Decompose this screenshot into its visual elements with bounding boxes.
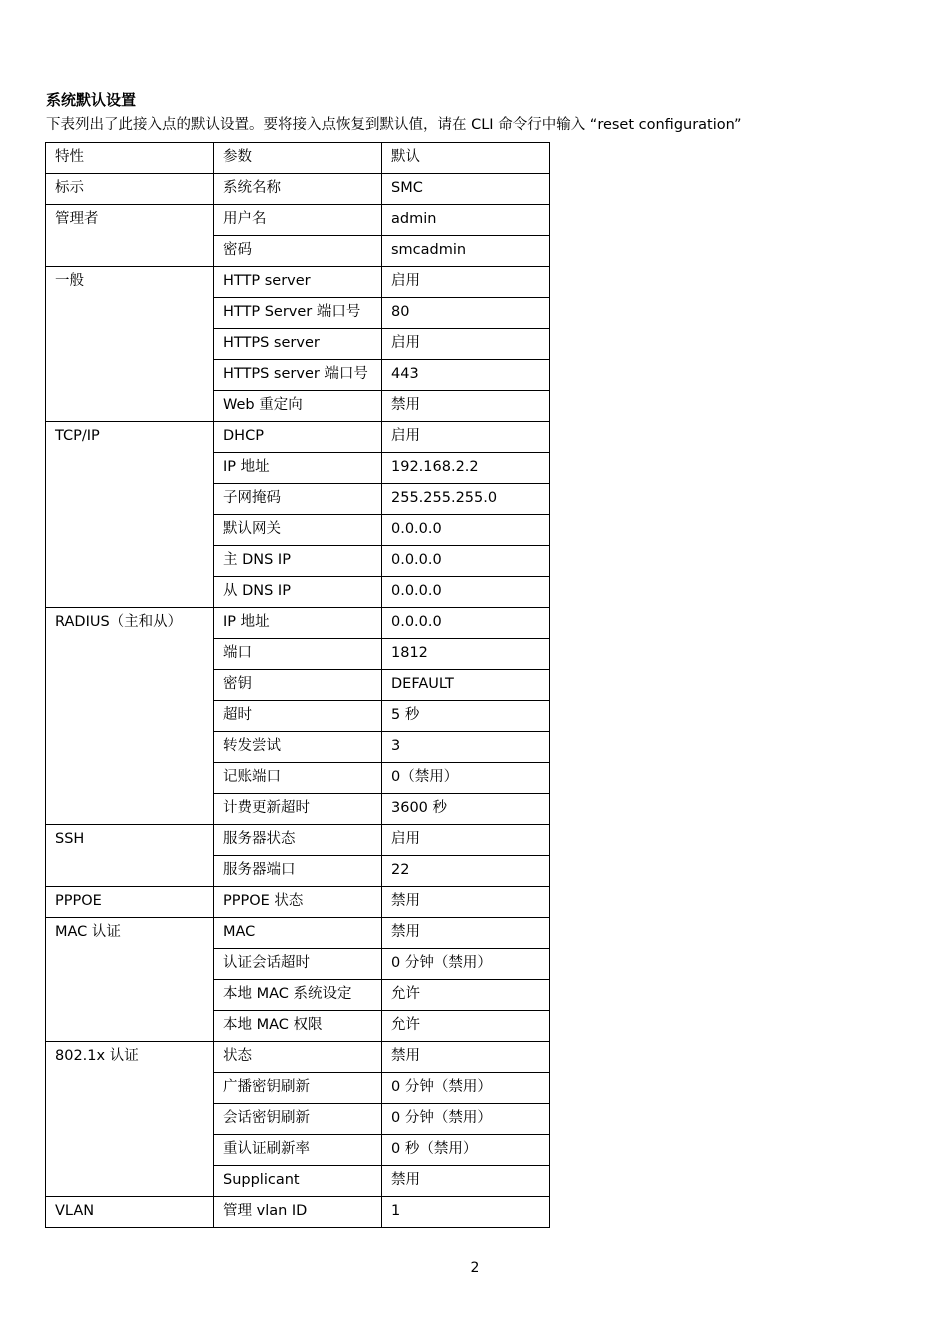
parameter-cell: 主 DNS IP bbox=[214, 546, 382, 577]
default-cell: admin bbox=[382, 205, 550, 236]
parameter-cell: 密码 bbox=[214, 236, 382, 267]
parameter-cell: 记账端口 bbox=[214, 763, 382, 794]
parameter-cell: 会话密钥刷新 bbox=[214, 1104, 382, 1135]
intro-paragraph: 下表列出了此接入点的默认设置。要将接入点恢复到默认值，请在 CLI 命令行中输入 “reset configuration” bbox=[46, 117, 742, 133]
parameter-cell: HTTPS server 端口号 bbox=[214, 360, 382, 391]
parameter-cell: 状态 bbox=[214, 1042, 382, 1073]
feature-cell: PPPOE bbox=[46, 887, 214, 918]
parameter-cell: IP 地址 bbox=[214, 453, 382, 484]
default-cell: 允许 bbox=[382, 980, 550, 1011]
parameter-cell: 本地 MAC 权限 bbox=[214, 1011, 382, 1042]
default-cell: 禁用 bbox=[382, 391, 550, 422]
default-cell: 0 分钟（禁用） bbox=[382, 1073, 550, 1104]
table-row bbox=[46, 1197, 550, 1228]
parameter-cell: Supplicant bbox=[214, 1166, 382, 1197]
default-cell: 0 分钟（禁用） bbox=[382, 1104, 550, 1135]
header-default: 默认 bbox=[382, 143, 550, 174]
default-cell: 0.0.0.0 bbox=[382, 577, 550, 608]
table-header-row bbox=[46, 143, 550, 174]
parameter-cell: 从 DNS IP bbox=[214, 577, 382, 608]
default-cell: SMC bbox=[382, 174, 550, 205]
default-cell: 192.168.2.2 bbox=[382, 453, 550, 484]
default-cell: 3 bbox=[382, 732, 550, 763]
feature-cell: RADIUS（主和从） bbox=[46, 608, 214, 825]
default-settings-table bbox=[45, 142, 550, 1228]
section-heading: 系统默认设置 bbox=[46, 91, 137, 109]
default-cell: 0.0.0.0 bbox=[382, 608, 550, 639]
feature-cell: TCP/IP bbox=[46, 422, 214, 608]
default-cell: smcadmin bbox=[382, 236, 550, 267]
parameter-cell: 管理 vlan ID bbox=[214, 1197, 382, 1228]
parameter-cell: 重认证刷新率 bbox=[214, 1135, 382, 1166]
parameter-cell: MAC bbox=[214, 918, 382, 949]
feature-cell: 一般 bbox=[46, 267, 214, 422]
table-row bbox=[46, 205, 550, 236]
table-row bbox=[46, 267, 550, 298]
header-parameter: 参数 bbox=[214, 143, 382, 174]
default-cell: 22 bbox=[382, 856, 550, 887]
default-cell: 0.0.0.0 bbox=[382, 515, 550, 546]
default-cell: 0 分钟（禁用） bbox=[382, 949, 550, 980]
header-feature: 特性 bbox=[46, 143, 214, 174]
parameter-cell: 计费更新超时 bbox=[214, 794, 382, 825]
default-cell: 255.255.255.0 bbox=[382, 484, 550, 515]
table-row bbox=[46, 887, 550, 918]
default-cell: 0（禁用） bbox=[382, 763, 550, 794]
feature-cell: 管理者 bbox=[46, 205, 214, 267]
default-cell: 启用 bbox=[382, 825, 550, 856]
feature-cell: VLAN bbox=[46, 1197, 214, 1228]
table-row bbox=[46, 1042, 550, 1073]
parameter-cell: 系统名称 bbox=[214, 174, 382, 205]
parameter-cell: HTTPS server bbox=[214, 329, 382, 360]
default-cell: 1 bbox=[382, 1197, 550, 1228]
default-cell: 443 bbox=[382, 360, 550, 391]
parameter-cell: 服务器端口 bbox=[214, 856, 382, 887]
feature-cell: 标示 bbox=[46, 174, 214, 205]
default-cell: 启用 bbox=[382, 267, 550, 298]
default-cell: 禁用 bbox=[382, 1166, 550, 1197]
default-cell: DEFAULT bbox=[382, 670, 550, 701]
default-cell: 启用 bbox=[382, 329, 550, 360]
table-row bbox=[46, 174, 550, 205]
default-cell: 启用 bbox=[382, 422, 550, 453]
parameter-cell: 本地 MAC 系统设定 bbox=[214, 980, 382, 1011]
parameter-cell: 默认网关 bbox=[214, 515, 382, 546]
parameter-cell: 端口 bbox=[214, 639, 382, 670]
feature-cell: 802.1x 认证 bbox=[46, 1042, 214, 1197]
default-cell: 禁用 bbox=[382, 1042, 550, 1073]
feature-cell: MAC 认证 bbox=[46, 918, 214, 1042]
default-cell: 5 秒 bbox=[382, 701, 550, 732]
default-cell: 1812 bbox=[382, 639, 550, 670]
page-number: 2 bbox=[470, 1260, 480, 1276]
default-cell: 80 bbox=[382, 298, 550, 329]
default-cell: 禁用 bbox=[382, 918, 550, 949]
parameter-cell: DHCP bbox=[214, 422, 382, 453]
default-cell: 3600 秒 bbox=[382, 794, 550, 825]
default-cell: 禁用 bbox=[382, 887, 550, 918]
parameter-cell: 用户名 bbox=[214, 205, 382, 236]
parameter-cell: 转发尝试 bbox=[214, 732, 382, 763]
default-cell: 0 秒（禁用） bbox=[382, 1135, 550, 1166]
parameter-cell: IP 地址 bbox=[214, 608, 382, 639]
parameter-cell: 广播密钥刷新 bbox=[214, 1073, 382, 1104]
feature-cell: SSH bbox=[46, 825, 214, 887]
table-row bbox=[46, 825, 550, 856]
table-body bbox=[46, 143, 550, 1228]
parameter-cell: HTTP Server 端口号 bbox=[214, 298, 382, 329]
table-row bbox=[46, 918, 550, 949]
default-cell: 0.0.0.0 bbox=[382, 546, 550, 577]
parameter-cell: 服务器状态 bbox=[214, 825, 382, 856]
default-cell: 允许 bbox=[382, 1011, 550, 1042]
parameter-cell: HTTP server bbox=[214, 267, 382, 298]
parameter-cell: 子网掩码 bbox=[214, 484, 382, 515]
table-row bbox=[46, 422, 550, 453]
parameter-cell: 认证会话超时 bbox=[214, 949, 382, 980]
parameter-cell: 超时 bbox=[214, 701, 382, 732]
parameter-cell: PPPOE 状态 bbox=[214, 887, 382, 918]
parameter-cell: 密钥 bbox=[214, 670, 382, 701]
parameter-cell: Web 重定向 bbox=[214, 391, 382, 422]
table-row bbox=[46, 608, 550, 639]
